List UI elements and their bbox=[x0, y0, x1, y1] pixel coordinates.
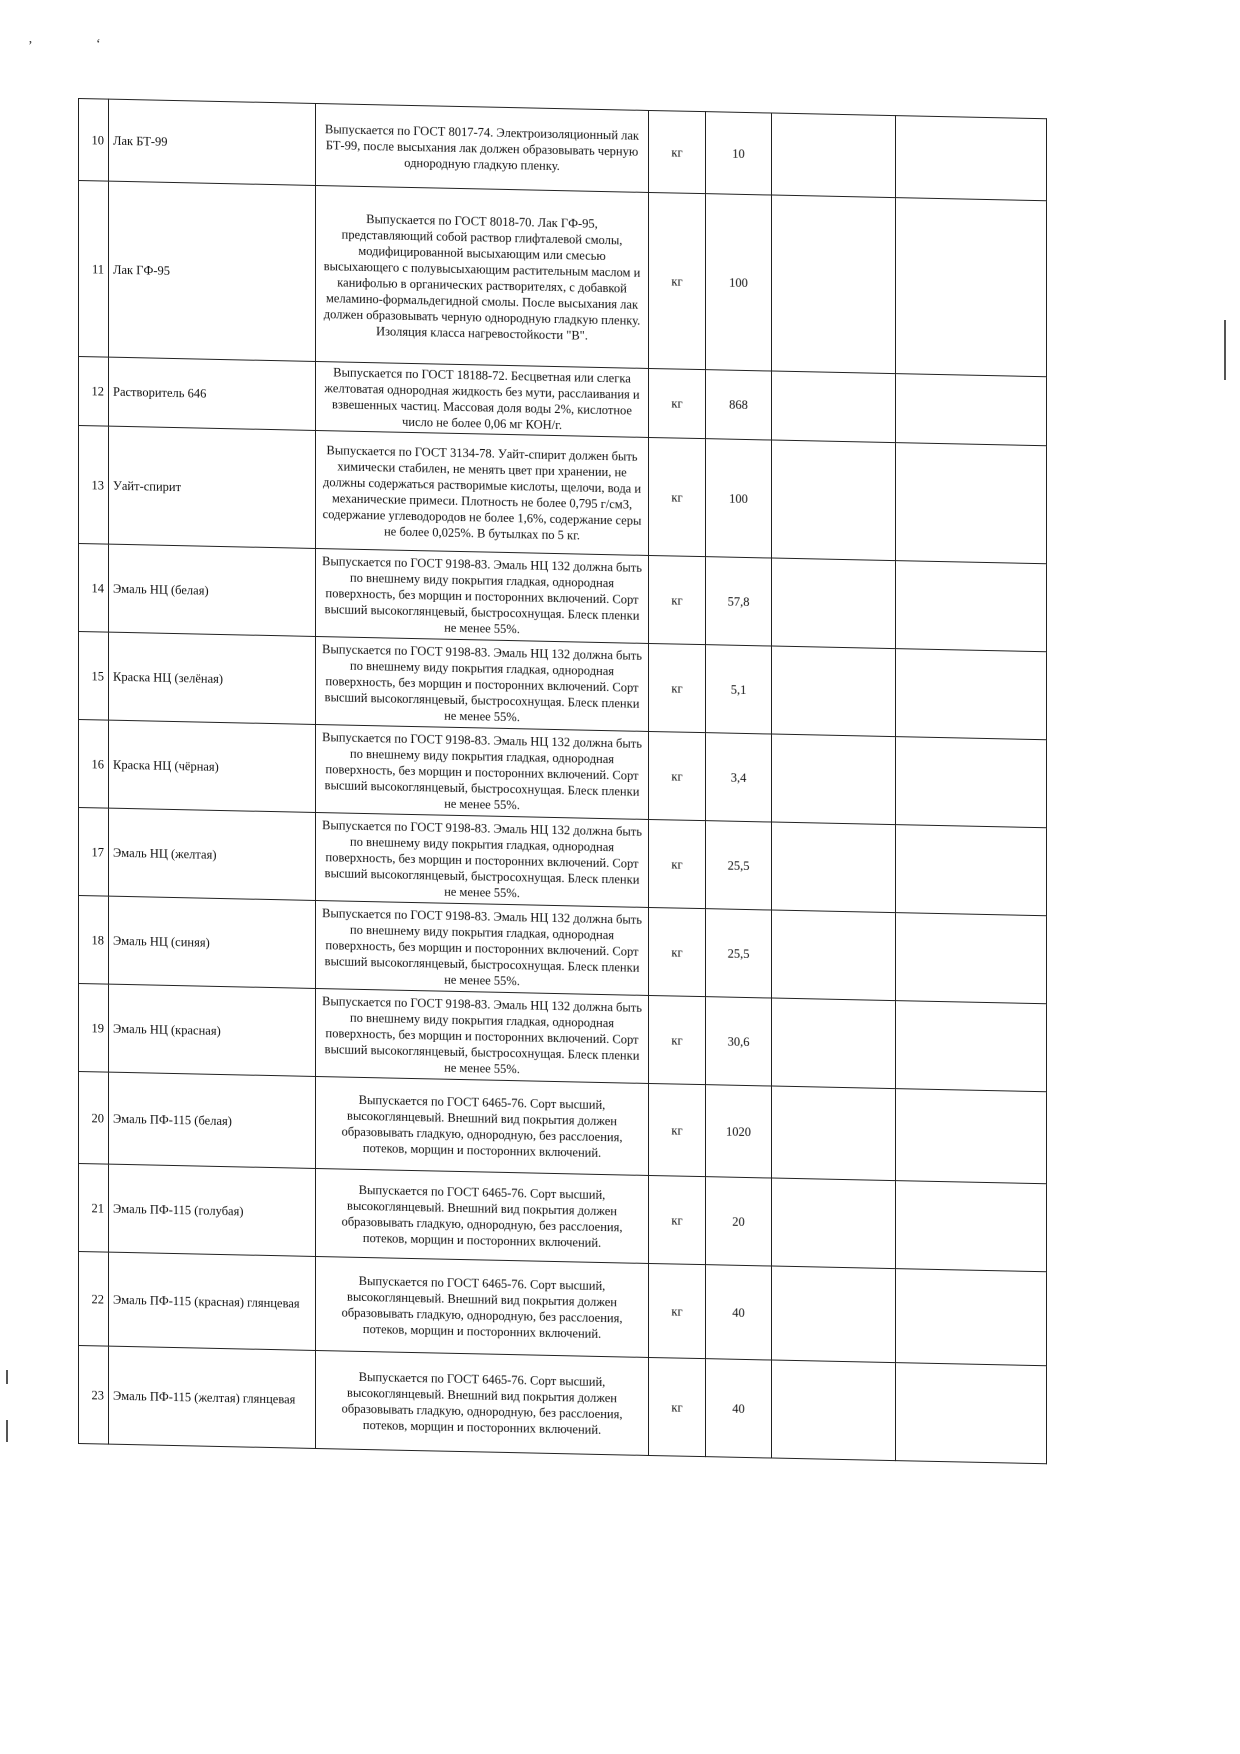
row-number: 21 bbox=[79, 1164, 109, 1253]
row-number: 22 bbox=[79, 1252, 109, 1347]
quantity: 5,1 bbox=[706, 645, 772, 734]
material-name: Растворитель 646 bbox=[109, 357, 316, 430]
material-name: Краска НЦ (зелёная) bbox=[109, 632, 316, 724]
empty-cell bbox=[772, 910, 896, 1001]
quantity: 30,6 bbox=[706, 997, 772, 1086]
unit-of-measure: кг bbox=[649, 555, 706, 644]
empty-cell bbox=[772, 440, 896, 561]
material-description: Выпускается по ГОСТ 9198-83. Эмаль НЦ 132 должна быть по внешнему виду покрытия гладкая, однородная поверхность, без морщин и посторонних включений. Сорт высший высокоглянцевый, быстросохнущая. Блеск пленки не менее 55%. bbox=[316, 900, 649, 995]
scan-edge-mark bbox=[6, 1370, 8, 1384]
quantity: 868 bbox=[706, 370, 772, 440]
empty-cell bbox=[772, 558, 896, 649]
material-name: Лак ГФ-95 bbox=[109, 181, 316, 361]
empty-cell bbox=[772, 646, 896, 737]
material-name: Эмаль НЦ (желтая) bbox=[109, 808, 316, 900]
empty-cell bbox=[772, 998, 896, 1089]
material-description: Выпускается по ГОСТ 9198-83. Эмаль НЦ 132 должна быть по внешнему виду покрытия гладкая, однородная поверхность, без морщин и посторонних включений. Сорт высший высокоглянцевый, быстросохнущая. Блеск пленки не менее 55%. bbox=[316, 636, 649, 731]
empty-cell bbox=[896, 737, 1047, 828]
empty-cell bbox=[896, 1001, 1047, 1092]
quantity: 1020 bbox=[706, 1085, 772, 1178]
unit-of-measure: кг bbox=[649, 110, 706, 193]
unit-of-measure: кг bbox=[649, 1357, 706, 1456]
empty-cell bbox=[896, 1269, 1047, 1366]
row-number: 17 bbox=[79, 808, 109, 897]
unit-of-measure: кг bbox=[649, 819, 706, 908]
quantity: 40 bbox=[706, 1265, 772, 1360]
quantity: 25,5 bbox=[706, 821, 772, 910]
empty-cell bbox=[772, 113, 896, 198]
empty-cell bbox=[896, 1363, 1047, 1464]
unit-of-measure: кг bbox=[649, 731, 706, 820]
empty-cell bbox=[772, 1266, 896, 1363]
material-description: Выпускается по ГОСТ 8018-70. Лак ГФ-95, представляющий собой раствор глифталевой смолы, модифицированной высыхающим или смесью высыхающего с полувысыхающим растительным маслом и канифолью в органических растворителях, с добавкой меламино-формальдегидной смолы. После высыхания лак должен образовывать черную однородную гладкую пленку. Изоляция класса нагревостойкости "В". bbox=[316, 185, 649, 368]
scan-speck: ʼ bbox=[28, 39, 33, 54]
empty-cell bbox=[896, 1089, 1047, 1184]
empty-cell bbox=[896, 825, 1047, 916]
empty-cell bbox=[772, 195, 896, 374]
unit-of-measure: кг bbox=[649, 995, 706, 1084]
material-description: Выпускается по ГОСТ 3134-78. Уайт-спирит должен быть химически стабилен, не менять цвет при хранении, не должны содержаться растворимые кислоты, щелочи, вода и механические примеси. Плотность не более 0,795 г/см3, содержание углеводородов не более 1,6%, содержание серы не более 0,025%. В бутылках по 5 кг. bbox=[316, 430, 649, 555]
material-name: Эмаль ПФ-115 (белая) bbox=[109, 1072, 316, 1168]
material-name: Эмаль НЦ (синяя) bbox=[109, 896, 316, 988]
row-number: 14 bbox=[79, 544, 109, 633]
quantity: 10 bbox=[706, 112, 772, 195]
empty-cell bbox=[772, 1086, 896, 1181]
quantity: 40 bbox=[706, 1359, 772, 1458]
empty-cell bbox=[896, 561, 1047, 652]
material-description: Выпускается по ГОСТ 6465-76. Сорт высший, высокоглянцевый. Внешний вид покрытия должен образовывать гладкую, однородную, без расслоения, потеков, морщин и посторонних включений. bbox=[316, 1076, 649, 1175]
unit-of-measure: кг bbox=[649, 1263, 706, 1358]
table-row bbox=[79, 181, 1047, 377]
row-number: 23 bbox=[79, 1346, 109, 1445]
material-description: Выпускается по ГОСТ 9198-83. Эмаль НЦ 132 должна быть по внешнему виду покрытия гладкая, однородная поверхность, без морщин и посторонних включений. Сорт высший высокоглянцевый, быстросохнущая. Блеск пленки не менее 55%. bbox=[316, 724, 649, 819]
material-name: Уайт-спирит bbox=[109, 426, 316, 548]
row-number: 10 bbox=[79, 99, 109, 182]
row-number: 12 bbox=[79, 357, 109, 427]
materials-table bbox=[78, 98, 1047, 1464]
materials-table-body bbox=[79, 99, 1047, 1464]
unit-of-measure: кг bbox=[649, 368, 706, 438]
table-row bbox=[79, 426, 1047, 564]
material-name: Лак БТ-99 bbox=[109, 99, 316, 185]
unit-of-measure: кг bbox=[649, 437, 706, 556]
material-description: Выпускается по ГОСТ 9198-83. Эмаль НЦ 132 должна быть по внешнему виду покрытия гладкая, однородная поверхность, без морщин и посторонних включений. Сорт высший высокоглянцевый, быстросохнущая. Блеск пленки не менее 55%. bbox=[316, 988, 649, 1083]
scan-edge-mark bbox=[6, 1420, 8, 1442]
empty-cell bbox=[772, 1178, 896, 1269]
quantity: 25,5 bbox=[706, 909, 772, 998]
unit-of-measure: кг bbox=[649, 192, 706, 369]
empty-cell bbox=[896, 649, 1047, 740]
material-description: Выпускается по ГОСТ 6465-76. Сорт высший, высокоглянцевый. Внешний вид покрытия должен образовывать гладкую, однородную, без расслоения, потеков, морщин и посторонних включений. bbox=[316, 1168, 649, 1263]
material-description: Выпускается по ГОСТ 6465-76. Сорт высший, высокоглянцевый. Внешний вид покрытия должен образовывать гладкую, однородную, без расслоения, потеков, морщин и посторонних включений. bbox=[316, 1350, 649, 1455]
quantity: 57,8 bbox=[706, 557, 772, 646]
material-name: Эмаль ПФ-115 (желтая) глянцевая bbox=[109, 1346, 316, 1448]
empty-cell bbox=[896, 116, 1047, 201]
empty-cell bbox=[896, 1181, 1047, 1272]
empty-cell bbox=[896, 198, 1047, 377]
quantity: 100 bbox=[706, 439, 772, 558]
material-description: Выпускается по ГОСТ 18188-72. Бесцветная или слегка желтоватая однородная жидкость без мути, расслаивания и взвешенных частиц. Массовая доля воды 2%, кислотное число не более 0,06 мг КОН/г. bbox=[316, 361, 649, 437]
material-description: Выпускается по ГОСТ 9198-83. Эмаль НЦ 132 должна быть по внешнему виду покрытия гладкая, однородная поверхность, без морщин и посторонних включений. Сорт высший высокоглянцевый, быстросохнущая. Блеск пленки не менее 55%. bbox=[316, 548, 649, 643]
empty-cell bbox=[772, 822, 896, 913]
empty-cell bbox=[896, 913, 1047, 1004]
table-row bbox=[79, 1346, 1047, 1464]
material-name: Эмаль НЦ (красная) bbox=[109, 984, 316, 1076]
scan-speck: ʻ bbox=[96, 37, 101, 52]
unit-of-measure: кг bbox=[649, 1175, 706, 1264]
material-name: Эмаль НЦ (белая) bbox=[109, 544, 316, 636]
material-name: Краска НЦ (чёрная) bbox=[109, 720, 316, 812]
scan-edge-mark bbox=[1224, 320, 1226, 380]
unit-of-measure: кг bbox=[649, 643, 706, 732]
quantity: 3,4 bbox=[706, 733, 772, 822]
unit-of-measure: кг bbox=[649, 907, 706, 996]
row-number: 13 bbox=[79, 426, 109, 545]
quantity: 100 bbox=[706, 194, 772, 371]
row-number: 20 bbox=[79, 1072, 109, 1165]
material-description: Выпускается по ГОСТ 8017-74. Электроизоляционный лак БТ-99, после высыхания лак должен образовывать черную однородную гладкую пленку. bbox=[316, 103, 649, 192]
empty-cell bbox=[896, 374, 1047, 446]
row-number: 11 bbox=[79, 181, 109, 358]
row-number: 16 bbox=[79, 720, 109, 809]
row-number: 15 bbox=[79, 632, 109, 721]
empty-cell bbox=[896, 443, 1047, 564]
unit-of-measure: кг bbox=[649, 1083, 706, 1176]
material-description: Выпускается по ГОСТ 6465-76. Сорт высший, высокоглянцевый. Внешний вид покрытия должен образовывать гладкую, однородную, без расслоения, потеков, морщин и посторонних включений. bbox=[316, 1256, 649, 1357]
material-name: Эмаль ПФ-115 (голубая) bbox=[109, 1164, 316, 1256]
row-number: 18 bbox=[79, 896, 109, 985]
material-name: Эмаль ПФ-115 (красная) глянцевая bbox=[109, 1252, 316, 1350]
empty-cell bbox=[772, 371, 896, 443]
quantity: 20 bbox=[706, 1177, 772, 1266]
row-number: 19 bbox=[79, 984, 109, 1073]
empty-cell bbox=[772, 1360, 896, 1461]
material-description: Выпускается по ГОСТ 9198-83. Эмаль НЦ 132 должна быть по внешнему виду покрытия гладкая, однородная поверхность, без морщин и посторонних включений. Сорт высший высокоглянцевый, быстросохнущая. Блеск пленки не менее 55%. bbox=[316, 812, 649, 907]
empty-cell bbox=[772, 734, 896, 825]
